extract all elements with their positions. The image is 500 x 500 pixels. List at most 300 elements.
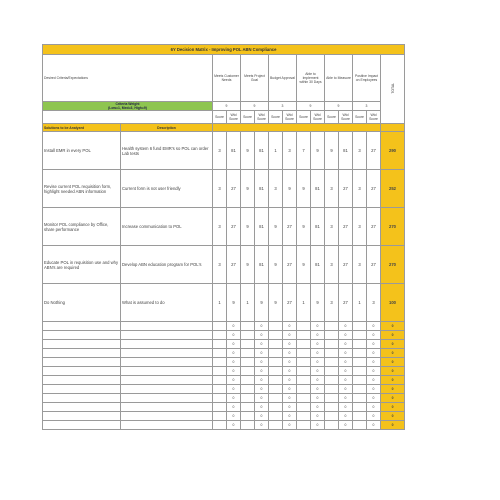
solution-cell[interactable] xyxy=(43,349,121,358)
score-cell[interactable] xyxy=(325,340,339,349)
weighted-score-cell[interactable]: 0 xyxy=(255,421,269,430)
score-cell[interactable] xyxy=(241,331,255,340)
score-cell[interactable] xyxy=(213,394,227,403)
weighted-score-cell[interactable]: 0 xyxy=(227,385,241,394)
weighted-score-cell[interactable]: 0 xyxy=(255,340,269,349)
score-cell[interactable]: 7 xyxy=(297,132,311,170)
score-cell[interactable] xyxy=(353,403,367,412)
score-cell[interactable] xyxy=(213,349,227,358)
score-cell[interactable] xyxy=(269,403,283,412)
empty-row[interactable] xyxy=(43,358,405,367)
score-cell[interactable] xyxy=(325,367,339,376)
score-cell[interactable] xyxy=(353,340,367,349)
weighted-score-cell[interactable]: 0 xyxy=(283,394,297,403)
weighted-score-cell[interactable]: 27 xyxy=(339,284,353,322)
weighted-score-cell[interactable]: 0 xyxy=(227,412,241,421)
score-cell[interactable] xyxy=(213,376,227,385)
empty-row[interactable] xyxy=(43,421,405,430)
score-cell[interactable] xyxy=(241,412,255,421)
weighted-score-cell[interactable]: 0 xyxy=(339,421,353,430)
weighted-score-cell[interactable]: 3 xyxy=(367,284,381,322)
solution-cell[interactable] xyxy=(43,403,121,412)
total-header xyxy=(381,55,405,124)
total-cell[interactable]: 270 xyxy=(381,246,405,284)
weighted-score-cell[interactable]: 0 xyxy=(227,349,241,358)
empty-row[interactable] xyxy=(43,412,405,421)
total-cell[interactable]: 0 xyxy=(381,340,405,349)
weighted-score-cell[interactable]: 0 xyxy=(283,412,297,421)
total-cell[interactable]: 252 xyxy=(381,170,405,208)
weighted-score-cell[interactable]: 0 xyxy=(339,340,353,349)
weighted-score-cell[interactable]: 0 xyxy=(227,358,241,367)
weighted-score-cell[interactable]: 0 xyxy=(283,376,297,385)
total-cell[interactable]: 0 xyxy=(381,403,405,412)
score-cell[interactable] xyxy=(269,367,283,376)
solution-cell[interactable]: Revise current POL requisition form, highlight needed ABN information xyxy=(43,170,121,208)
solution-cell[interactable]: Install EMR in every POL xyxy=(43,132,121,170)
weighted-score-cell[interactable]: 9 xyxy=(311,284,325,322)
criterion-label: Meets Project Goal xyxy=(241,55,269,102)
table-row[interactable] xyxy=(43,208,405,246)
score-cell[interactable]: 3 xyxy=(325,246,339,284)
description-header: Description xyxy=(121,124,213,132)
weighted-score-cell[interactable]: 0 xyxy=(227,376,241,385)
weighted-score-cell[interactable]: 0 xyxy=(367,376,381,385)
weighted-score-cell[interactable]: 0 xyxy=(339,331,353,340)
score-cell[interactable] xyxy=(297,367,311,376)
score-cell[interactable] xyxy=(325,349,339,358)
score-cell[interactable]: 9 xyxy=(241,132,255,170)
description-cell[interactable] xyxy=(121,421,213,430)
score-cell[interactable] xyxy=(241,385,255,394)
description-cell[interactable] xyxy=(121,412,213,421)
score-cell[interactable] xyxy=(241,394,255,403)
description-cell[interactable]: Current form is not user friendly xyxy=(121,170,213,208)
score-cell[interactable] xyxy=(213,322,227,331)
weighted-score-cell[interactable]: 0 xyxy=(227,322,241,331)
weighted-score-cell[interactable]: 0 xyxy=(339,412,353,421)
weighted-score-cell[interactable]: 0 xyxy=(367,367,381,376)
subheader-cell: Wtd Score xyxy=(339,111,353,124)
description-cell[interactable]: Increase communication to POL xyxy=(121,208,213,246)
weighted-score-cell[interactable]: 0 xyxy=(311,412,325,421)
weighted-score-cell[interactable]: 81 xyxy=(311,170,325,208)
weighted-score-cell[interactable]: 0 xyxy=(283,340,297,349)
weighted-score-cell[interactable]: 0 xyxy=(227,403,241,412)
score-cell[interactable] xyxy=(269,421,283,430)
weighted-score-cell[interactable]: 0 xyxy=(255,331,269,340)
weighted-score-cell[interactable]: 0 xyxy=(311,385,325,394)
score-cell[interactable] xyxy=(297,421,311,430)
weighted-score-cell[interactable]: 0 xyxy=(227,367,241,376)
total-cell[interactable]: 0 xyxy=(381,412,405,421)
weighted-score-cell[interactable]: 27 xyxy=(367,246,381,284)
score-cell[interactable]: 1 xyxy=(353,284,367,322)
weighted-score-cell[interactable]: 27 xyxy=(227,246,241,284)
weighted-score-cell[interactable]: 0 xyxy=(367,403,381,412)
score-cell[interactable]: 9 xyxy=(297,246,311,284)
weighted-score-cell[interactable]: 0 xyxy=(311,403,325,412)
score-cell[interactable] xyxy=(297,358,311,367)
weighted-score-cell[interactable]: 0 xyxy=(283,322,297,331)
score-cell[interactable] xyxy=(269,331,283,340)
description-cell[interactable] xyxy=(121,403,213,412)
solution-cell[interactable] xyxy=(43,394,121,403)
solution-cell[interactable] xyxy=(43,412,121,421)
solution-cell[interactable] xyxy=(43,331,121,340)
score-cell[interactable] xyxy=(269,340,283,349)
weighted-score-cell[interactable]: 27 xyxy=(339,246,353,284)
weighted-score-cell[interactable]: 0 xyxy=(227,340,241,349)
weighted-score-cell[interactable]: 0 xyxy=(367,412,381,421)
weighted-score-cell[interactable]: 27 xyxy=(283,208,297,246)
weighted-score-cell[interactable]: 9 xyxy=(227,284,241,322)
solution-cell[interactable]: Do Nothing xyxy=(43,284,121,322)
solutions-header: Solutions to be Analyzed xyxy=(43,124,121,132)
weighted-score-cell[interactable]: 27 xyxy=(283,246,297,284)
total-cell[interactable]: 0 xyxy=(381,331,405,340)
weighted-score-cell[interactable]: 27 xyxy=(339,208,353,246)
weighted-score-cell[interactable]: 3 xyxy=(283,132,297,170)
score-cell[interactable] xyxy=(241,340,255,349)
weighted-score-cell[interactable]: 0 xyxy=(367,385,381,394)
total-cell[interactable]: 100 xyxy=(381,284,405,322)
weighted-score-cell[interactable]: 0 xyxy=(367,322,381,331)
score-cell[interactable]: 9 xyxy=(269,284,283,322)
score-cell[interactable]: 9 xyxy=(297,170,311,208)
score-cell[interactable]: 3 xyxy=(353,132,367,170)
empty-row[interactable] xyxy=(43,331,405,340)
score-cell[interactable] xyxy=(325,376,339,385)
score-cell[interactable] xyxy=(353,367,367,376)
score-cell[interactable] xyxy=(213,412,227,421)
subheader-cell: Wtd Score xyxy=(311,111,325,124)
weighted-score-cell[interactable]: 9 xyxy=(283,170,297,208)
solution-cell[interactable]: Monitor POL compliance by Office, share performance xyxy=(43,208,121,246)
score-cell[interactable]: 9 xyxy=(297,208,311,246)
score-cell[interactable] xyxy=(353,394,367,403)
weighted-score-cell[interactable]: 0 xyxy=(227,331,241,340)
weighted-score-cell[interactable]: 9 xyxy=(311,132,325,170)
empty-row[interactable] xyxy=(43,349,405,358)
solution-cell[interactable]: Educate POL in requisition use and why ABN's are required xyxy=(43,246,121,284)
score-cell[interactable] xyxy=(353,376,367,385)
score-cell[interactable] xyxy=(353,421,367,430)
criteria-weight-cell xyxy=(43,102,213,111)
score-cell[interactable] xyxy=(297,403,311,412)
score-cell[interactable]: 3 xyxy=(213,170,227,208)
weighted-score-cell[interactable]: 81 xyxy=(255,170,269,208)
score-cell[interactable] xyxy=(241,421,255,430)
weighted-score-cell[interactable]: 81 xyxy=(255,132,269,170)
description-cell[interactable] xyxy=(121,385,213,394)
criterion-weight: 9 xyxy=(241,102,269,111)
weighted-score-cell[interactable]: 27 xyxy=(283,284,297,322)
weighted-score-cell[interactable]: 81 xyxy=(255,246,269,284)
score-cell[interactable] xyxy=(269,394,283,403)
score-cell[interactable] xyxy=(353,358,367,367)
weighted-score-cell[interactable]: 81 xyxy=(311,246,325,284)
description-cell[interactable] xyxy=(121,331,213,340)
score-cell[interactable] xyxy=(297,340,311,349)
decision-matrix-table xyxy=(42,44,405,430)
score-cell[interactable] xyxy=(325,322,339,331)
total-cell[interactable]: 0 xyxy=(381,385,405,394)
total-cell[interactable]: 290 xyxy=(381,132,405,170)
total-cell[interactable]: 0 xyxy=(381,421,405,430)
score-cell[interactable] xyxy=(269,385,283,394)
solution-cell[interactable] xyxy=(43,376,121,385)
solution-cell[interactable] xyxy=(43,340,121,349)
solution-cell[interactable] xyxy=(43,322,121,331)
table-row[interactable] xyxy=(43,132,405,170)
weighted-score-cell[interactable]: 9 xyxy=(255,284,269,322)
weighted-score-cell[interactable]: 0 xyxy=(367,349,381,358)
weighted-score-cell[interactable]: 0 xyxy=(339,358,353,367)
table-row[interactable] xyxy=(43,170,405,208)
empty-row[interactable] xyxy=(43,403,405,412)
weighted-score-cell[interactable]: 0 xyxy=(283,331,297,340)
weighted-score-cell[interactable]: 0 xyxy=(339,376,353,385)
score-cell[interactable]: 1 xyxy=(241,284,255,322)
weighted-score-cell[interactable]: 27 xyxy=(367,208,381,246)
score-cell[interactable] xyxy=(213,340,227,349)
criteria-weight-title: Criteria Weight xyxy=(115,102,140,106)
weighted-score-cell[interactable]: 0 xyxy=(255,412,269,421)
score-cell[interactable] xyxy=(353,385,367,394)
score-cell[interactable] xyxy=(353,349,367,358)
weighted-score-cell[interactable]: 0 xyxy=(339,349,353,358)
score-cell[interactable]: 9 xyxy=(241,170,255,208)
criterion-weight: 3 xyxy=(269,102,297,111)
weighted-score-cell[interactable]: 0 xyxy=(339,394,353,403)
subheader-cell: Wtd Score xyxy=(227,111,241,124)
empty-row[interactable] xyxy=(43,322,405,331)
score-cell[interactable] xyxy=(297,376,311,385)
weighted-score-cell[interactable]: 0 xyxy=(311,349,325,358)
solution-cell[interactable] xyxy=(43,358,121,367)
solution-cell[interactable] xyxy=(43,385,121,394)
description-cell[interactable] xyxy=(121,376,213,385)
score-cell[interactable] xyxy=(325,394,339,403)
section-header-fill xyxy=(213,124,381,132)
empty-row[interactable] xyxy=(43,385,405,394)
weighted-score-cell[interactable]: 0 xyxy=(311,394,325,403)
score-cell[interactable]: 3 xyxy=(353,208,367,246)
weighted-score-cell[interactable]: 0 xyxy=(255,376,269,385)
total-cell[interactable]: 0 xyxy=(381,367,405,376)
weighted-score-cell[interactable]: 0 xyxy=(283,385,297,394)
weighted-score-cell[interactable]: 0 xyxy=(255,385,269,394)
section-header-total xyxy=(381,124,405,132)
solution-cell[interactable] xyxy=(43,421,121,430)
score-cell[interactable] xyxy=(241,349,255,358)
empty-row[interactable] xyxy=(43,367,405,376)
weighted-score-cell[interactable]: 0 xyxy=(283,403,297,412)
total-cell[interactable]: 0 xyxy=(381,376,405,385)
solution-cell[interactable] xyxy=(43,367,121,376)
score-cell[interactable] xyxy=(213,403,227,412)
score-cell[interactable]: 9 xyxy=(241,246,255,284)
subheader-cell: Wtd Score xyxy=(283,111,297,124)
score-cell[interactable]: 3 xyxy=(325,284,339,322)
weighted-score-cell[interactable]: 27 xyxy=(367,132,381,170)
weighted-score-cell[interactable]: 81 xyxy=(339,132,353,170)
score-cell[interactable] xyxy=(353,412,367,421)
score-cell[interactable] xyxy=(213,367,227,376)
score-cell[interactable] xyxy=(241,376,255,385)
score-cell[interactable] xyxy=(297,385,311,394)
criterion-label: Able to Measure xyxy=(325,55,353,102)
weighted-score-cell[interactable]: 27 xyxy=(227,170,241,208)
weighted-score-cell[interactable]: 0 xyxy=(367,421,381,430)
weighted-score-cell[interactable]: 0 xyxy=(227,421,241,430)
score-cell[interactable] xyxy=(325,421,339,430)
weighted-score-cell[interactable]: 0 xyxy=(227,394,241,403)
score-cell[interactable] xyxy=(325,412,339,421)
score-cell[interactable] xyxy=(325,331,339,340)
total-cell[interactable]: 0 xyxy=(381,358,405,367)
weighted-score-cell[interactable]: 0 xyxy=(311,367,325,376)
score-cell[interactable] xyxy=(297,331,311,340)
weighted-score-cell[interactable]: 27 xyxy=(339,170,353,208)
weighted-score-cell[interactable]: 81 xyxy=(255,208,269,246)
score-cell[interactable]: 3 xyxy=(213,246,227,284)
weighted-score-cell[interactable]: 0 xyxy=(255,322,269,331)
score-cell[interactable] xyxy=(241,358,255,367)
score-cell[interactable] xyxy=(241,367,255,376)
score-cell[interactable] xyxy=(269,376,283,385)
score-cell[interactable] xyxy=(213,331,227,340)
total-cell[interactable]: 0 xyxy=(381,394,405,403)
score-cell[interactable] xyxy=(353,331,367,340)
score-cell[interactable]: 3 xyxy=(353,246,367,284)
total-cell[interactable]: 0 xyxy=(381,322,405,331)
empty-row[interactable] xyxy=(43,340,405,349)
weighted-score-cell[interactable]: 81 xyxy=(227,132,241,170)
score-cell[interactable] xyxy=(241,403,255,412)
score-cell[interactable]: 1 xyxy=(297,284,311,322)
score-cell[interactable]: 3 xyxy=(353,170,367,208)
score-cell[interactable] xyxy=(269,322,283,331)
weighted-score-cell[interactable]: 27 xyxy=(367,170,381,208)
score-cell[interactable]: 3 xyxy=(213,208,227,246)
weighted-score-cell[interactable]: 0 xyxy=(283,358,297,367)
score-cell[interactable]: 1 xyxy=(213,284,227,322)
description-cell[interactable] xyxy=(121,322,213,331)
description-cell[interactable] xyxy=(121,340,213,349)
weighted-score-cell[interactable]: 0 xyxy=(283,367,297,376)
score-cell[interactable] xyxy=(213,421,227,430)
score-cell[interactable] xyxy=(213,385,227,394)
weighted-score-cell[interactable]: 0 xyxy=(367,331,381,340)
score-cell[interactable] xyxy=(297,322,311,331)
total-label: TOTAL xyxy=(390,83,395,94)
empty-row[interactable] xyxy=(43,376,405,385)
criteria-header-row xyxy=(43,55,405,102)
description-cell[interactable] xyxy=(121,349,213,358)
weighted-score-cell[interactable]: 0 xyxy=(311,421,325,430)
score-cell[interactable] xyxy=(213,358,227,367)
weighted-score-cell[interactable]: 0 xyxy=(367,394,381,403)
table-row[interactable] xyxy=(43,284,405,322)
subheader-cell: Score xyxy=(213,111,227,124)
weighted-score-cell[interactable]: 0 xyxy=(311,376,325,385)
weighted-score-cell[interactable]: 81 xyxy=(311,208,325,246)
weighted-score-cell[interactable]: 0 xyxy=(367,340,381,349)
score-cell[interactable] xyxy=(269,412,283,421)
description-cell[interactable] xyxy=(121,394,213,403)
score-cell[interactable]: 3 xyxy=(213,132,227,170)
weighted-score-cell[interactable]: 0 xyxy=(339,322,353,331)
score-cell[interactable] xyxy=(269,358,283,367)
score-cell[interactable] xyxy=(297,394,311,403)
total-cell[interactable]: 0 xyxy=(381,349,405,358)
score-cell[interactable] xyxy=(269,349,283,358)
score-cell[interactable] xyxy=(325,385,339,394)
criterion-weight: 9 xyxy=(213,102,241,111)
subheader-cell: Wtd Score xyxy=(367,111,381,124)
total-cell[interactable]: 270 xyxy=(381,208,405,246)
score-cell[interactable] xyxy=(241,322,255,331)
weighted-score-cell[interactable]: 0 xyxy=(311,358,325,367)
weighted-score-cell[interactable]: 0 xyxy=(339,385,353,394)
score-cell[interactable] xyxy=(297,412,311,421)
criterion-label: Able to Implement within 30 Days xyxy=(297,55,325,102)
empty-row[interactable] xyxy=(43,394,405,403)
score-cell[interactable]: 9 xyxy=(269,208,283,246)
weighted-score-cell[interactable]: 0 xyxy=(339,367,353,376)
score-cell[interactable]: 9 xyxy=(241,208,255,246)
weighted-score-cell[interactable]: 27 xyxy=(227,208,241,246)
score-cell[interactable] xyxy=(325,358,339,367)
desired-criteria-label: Desired Criteria/Expectations xyxy=(43,55,213,102)
weighted-score-cell[interactable]: 0 xyxy=(255,349,269,358)
criterion-weight: 9 xyxy=(297,102,325,111)
weighted-score-cell[interactable]: 0 xyxy=(283,349,297,358)
weighted-score-cell[interactable]: 0 xyxy=(255,367,269,376)
score-cell[interactable]: 1 xyxy=(269,132,283,170)
weighted-score-cell[interactable]: 0 xyxy=(255,403,269,412)
weighted-score-cell[interactable]: 0 xyxy=(339,403,353,412)
weighted-score-cell[interactable]: 0 xyxy=(283,421,297,430)
score-cell[interactable] xyxy=(353,322,367,331)
weighted-score-cell[interactable]: 0 xyxy=(255,358,269,367)
score-cell[interactable]: 3 xyxy=(325,170,339,208)
weighted-score-cell[interactable]: 0 xyxy=(311,322,325,331)
description-cell[interactable]: What is assumed to do xyxy=(121,284,213,322)
subheader-cell: Score xyxy=(353,111,367,124)
weighted-score-cell[interactable]: 0 xyxy=(311,340,325,349)
description-cell[interactable] xyxy=(121,358,213,367)
section-header-row xyxy=(43,124,405,132)
description-cell[interactable]: Health system 6 fund EMR's so POL can order Lab tests xyxy=(121,132,213,170)
score-cell[interactable]: 9 xyxy=(325,132,339,170)
table-row[interactable] xyxy=(43,246,405,284)
score-cell[interactable] xyxy=(325,403,339,412)
score-cell[interactable]: 3 xyxy=(269,170,283,208)
weighted-score-cell[interactable]: 0 xyxy=(311,331,325,340)
score-cell[interactable] xyxy=(297,349,311,358)
score-cell[interactable]: 3 xyxy=(325,208,339,246)
description-cell[interactable]: Develop ABN education program for POL's xyxy=(121,246,213,284)
description-cell[interactable] xyxy=(121,367,213,376)
score-cell[interactable]: 9 xyxy=(269,246,283,284)
criterion-weight: 9 xyxy=(325,102,353,111)
subheader-spacer xyxy=(43,111,213,124)
weighted-score-cell[interactable]: 0 xyxy=(255,394,269,403)
weighted-score-cell[interactable]: 0 xyxy=(367,358,381,367)
